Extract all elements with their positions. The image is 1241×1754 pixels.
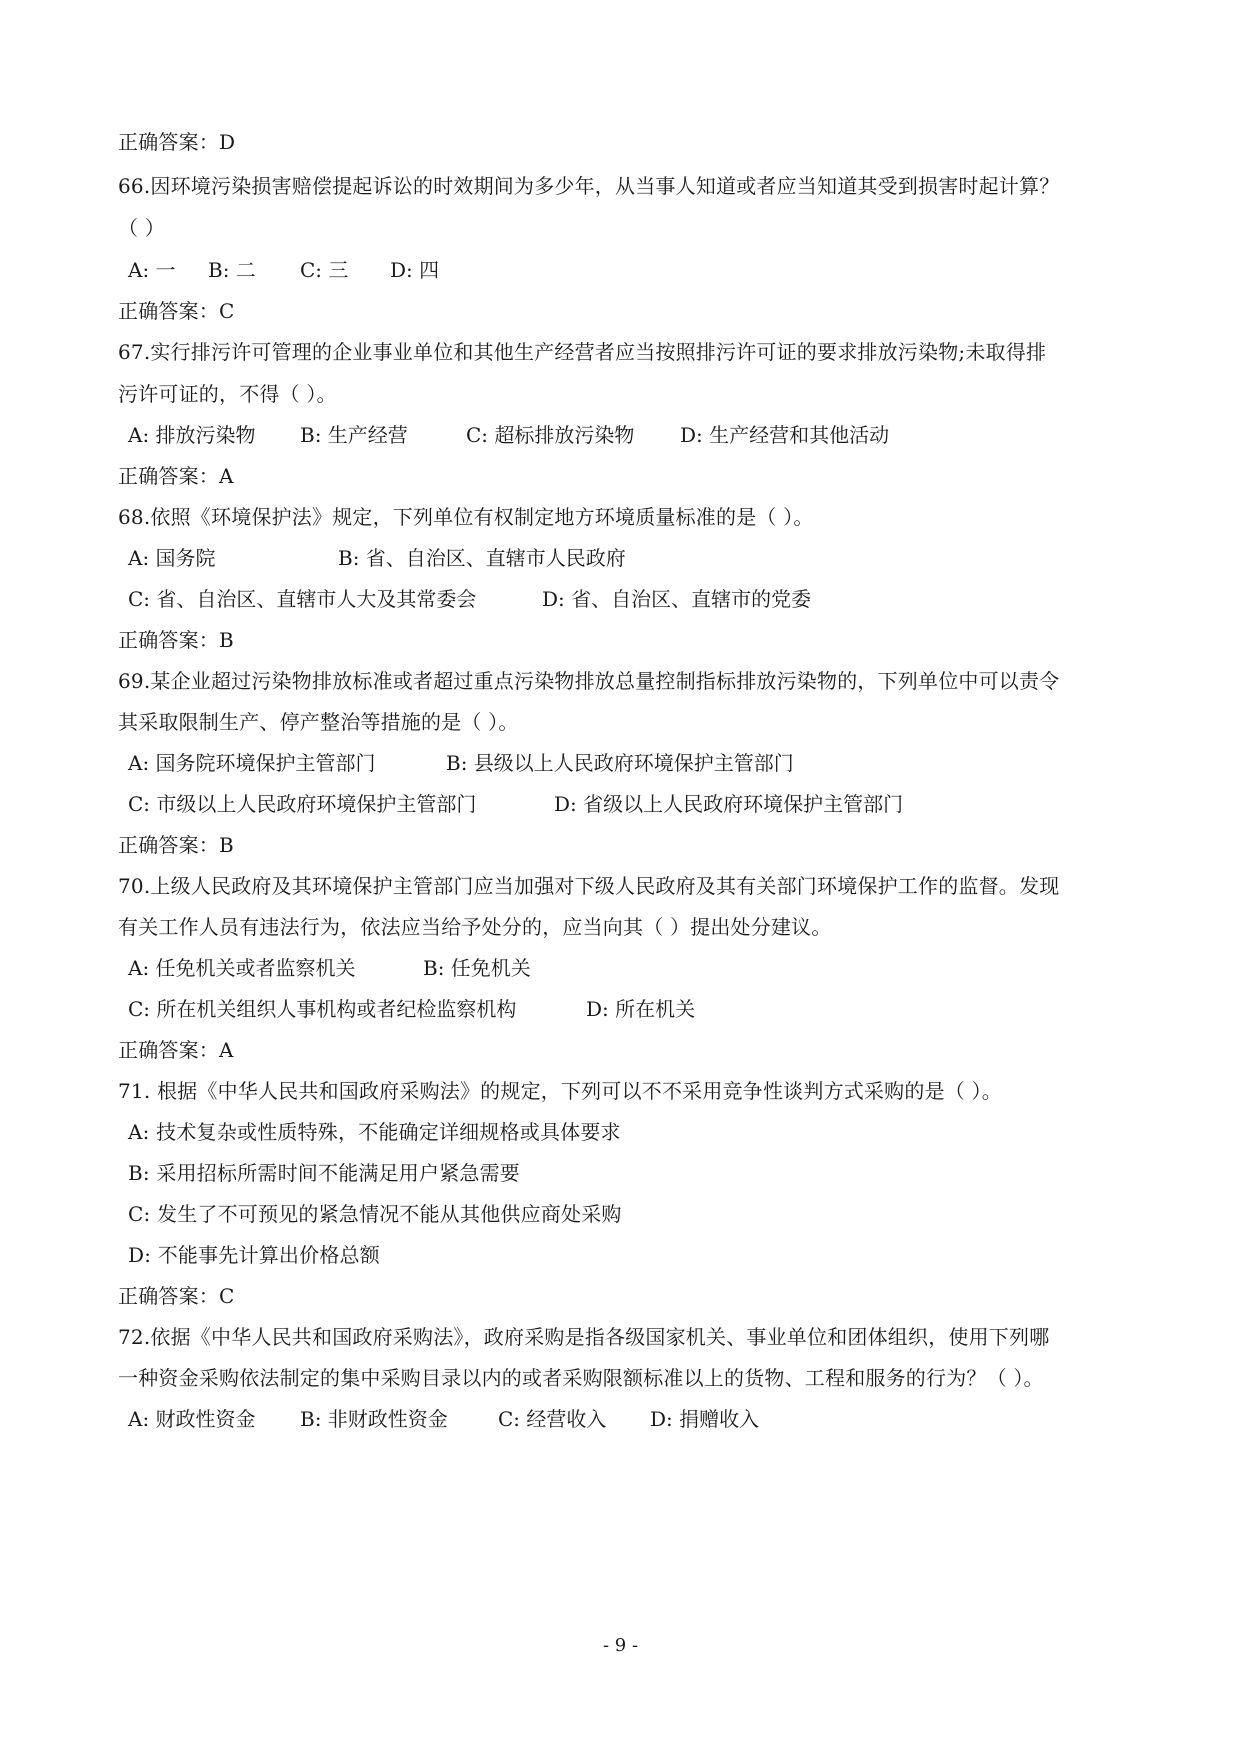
option-c: C: 省、自治区、直辖市人大及其常委会 <box>128 587 477 611</box>
option-c: C: 三 <box>300 258 349 282</box>
option-b: B: 任免机关 <box>423 956 531 980</box>
option-a: A: 任免机关或者监察机关 <box>128 956 356 980</box>
option-d: D: 捐赠收入 <box>650 1407 760 1431</box>
answer-line: 正确答案：B <box>118 833 234 857</box>
option-c: C: 超标排放污染物 <box>466 423 635 447</box>
option-b: B: 二 <box>208 258 256 282</box>
question-text: 有关工作人员有违法行为，依法应当给予处分的，应当向其（ ）提出处分建议。 <box>118 915 832 939</box>
option-d: D: 四 <box>390 258 440 282</box>
answer-line: 正确答案：C <box>118 299 235 323</box>
option-b: B: 非财政性资金 <box>300 1407 448 1431</box>
answer-line: 正确答案：D <box>118 130 236 154</box>
option-d: D: 生产经营和其他活动 <box>680 423 890 447</box>
question-text: 污许可证的，不得（ ）。 <box>118 382 337 406</box>
option-a: A: 国务院环境保护主管部门 <box>128 751 376 775</box>
answer-line: 正确答案：B <box>118 628 234 652</box>
option-b: B: 县级以上人民政府环境保护主管部门 <box>446 751 794 775</box>
option-c: C: 发生了不可预见的紧急情况不能从其他供应商处采购 <box>128 1202 622 1226</box>
answer-line: 正确答案：A <box>118 1038 234 1062</box>
option-b: B: 采用招标所需时间不能满足用户紧急需要 <box>128 1161 520 1185</box>
page-number: - 9 - <box>602 1635 639 1656</box>
option-b: B: 生产经营 <box>300 423 408 447</box>
option-d: D: 省、自治区、直辖市的党委 <box>542 587 812 611</box>
question-text: 72.依据《中华人民共和国政府采购法》，政府采购是指各级国家机关、事业单位和团体组织，使用下列哪 <box>118 1325 1050 1349</box>
option-d: D: 不能事先计算出价格总额 <box>128 1243 380 1267</box>
question-text: 67.实行排污许可管理的企业事业单位和其他生产经营者应当按照排污许可证的要求排放污染物;未取得排 <box>118 340 1047 364</box>
question-text: 71. 根据《中华人民共和国政府采购法》的规定，下列可以不不采用竞争性谈判方式采购的是（ ）。 <box>118 1079 1002 1103</box>
question-text: （ ） <box>118 216 165 240</box>
question-text: 其采取限制生产、停产整治等措施的是（ ）。 <box>118 710 519 734</box>
answer-line: 正确答案：C <box>118 1284 235 1308</box>
question-text: 68.依照《环境保护法》规定，下列单位有权制定地方环境质量标准的是（ ）。 <box>118 505 814 529</box>
question-text: 一种资金采购依法制定的集中采购目录以内的或者采购限额标准以上的货物、工程和服务的行为？（ ）。 <box>118 1366 1044 1390</box>
option-d: D: 省级以上人民政府环境保护主管部门 <box>554 792 904 816</box>
option-b: B: 省、自治区、直辖市人民政府 <box>338 546 626 570</box>
option-a: A: 国务院 <box>128 546 216 570</box>
option-a: A: 财政性资金 <box>128 1407 256 1431</box>
question-text: 66.因环境污染损害赔偿提起诉讼的时效期间为多少年，从当事人知道或者应当知道其受到损害时起计算？ <box>118 174 1060 198</box>
option-a: A: 一 <box>128 258 176 282</box>
option-c: C: 市级以上人民政府环境保护主管部门 <box>128 792 477 816</box>
option-c: C: 所在机关组织人事机构或者纪检监察机构 <box>128 997 517 1021</box>
option-a: A: 排放污染物 <box>128 423 256 447</box>
question-text: 70.上级人民政府及其环境保护主管部门应当加强对下级人民政府及其有关部门环境保护工作的监督。发现 <box>118 874 1060 898</box>
option-d: D: 所在机关 <box>586 997 696 1021</box>
question-text: 69.某企业超过污染物排放标准或者超过重点污染物排放总量控制指标排放污染物的，下列单位中可以责令 <box>118 669 1060 693</box>
option-a: A: 技术复杂或性质特殊，不能确定详细规格或具体要求 <box>128 1120 621 1144</box>
answer-line: 正确答案：A <box>118 464 234 488</box>
option-c: C: 经营收入 <box>498 1407 607 1431</box>
